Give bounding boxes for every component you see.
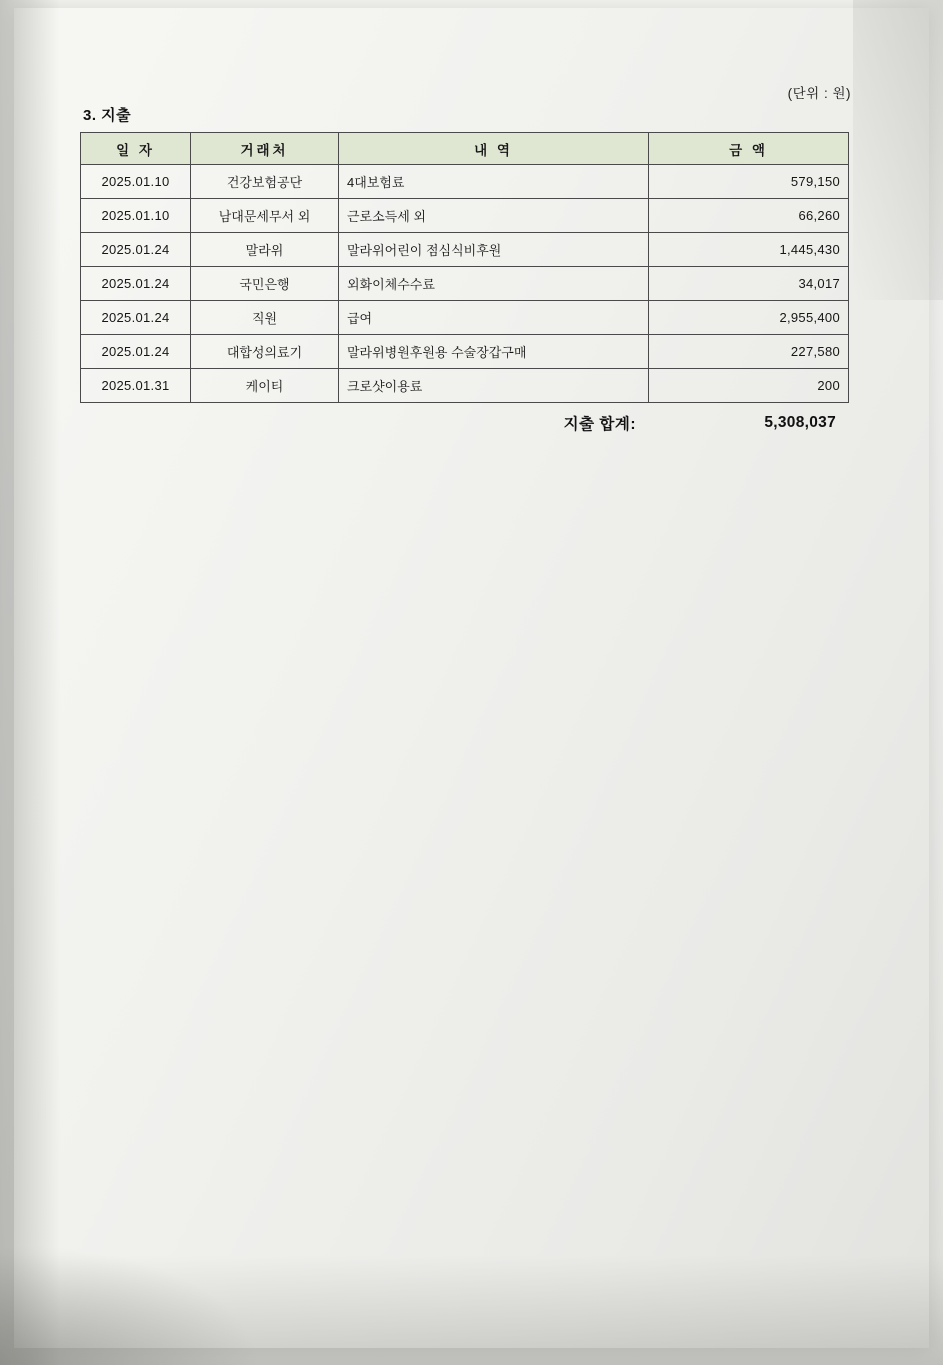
cell-amount: 66,260 (649, 199, 849, 233)
table-header-row (81, 133, 849, 165)
cell-date: 2025.01.24 (81, 301, 191, 335)
table-row (81, 233, 849, 267)
expense-table (80, 132, 849, 403)
column-header-desc: 내 역 (339, 133, 649, 165)
cell-desc: 근로소득세 외 (339, 199, 649, 233)
unit-note: (단위 : 원) (787, 86, 851, 101)
document-content (80, 82, 855, 434)
table-row (81, 267, 849, 301)
cell-desc: 급여 (339, 301, 649, 335)
cell-party: 말라위 (191, 233, 339, 267)
cell-desc: 4대보험료 (339, 165, 649, 199)
cell-amount: 227,580 (649, 335, 849, 369)
cell-amount: 34,017 (649, 267, 849, 301)
cell-amount: 579,150 (649, 165, 849, 199)
column-header-date: 일 자 (81, 133, 191, 165)
table-row (81, 335, 849, 369)
table-row (81, 369, 849, 403)
cell-desc: 말라위어린이 점심식비후원 (339, 233, 649, 267)
column-header-party: 거래처 (191, 133, 339, 165)
cell-date: 2025.01.10 (81, 199, 191, 233)
total-row (80, 412, 848, 434)
table-row (81, 199, 849, 233)
cell-amount: 1,445,430 (649, 233, 849, 267)
column-header-amount: 금 액 (649, 133, 849, 165)
cell-date: 2025.01.24 (81, 335, 191, 369)
cell-amount: 2,955,400 (649, 301, 849, 335)
cell-date: 2025.01.31 (81, 369, 191, 403)
table-row (81, 165, 849, 199)
page-title: 3. 지출 (83, 107, 132, 124)
cell-party: 건강보험공단 (191, 165, 339, 199)
cell-date: 2025.01.24 (81, 267, 191, 301)
cell-party: 대합성의료기 (191, 335, 339, 369)
table-row (81, 301, 849, 335)
cell-desc: 외화이체수수료 (339, 267, 649, 301)
cell-party: 케이티 (191, 369, 339, 403)
cell-desc: 말라위병원후원용 수술장갑구매 (339, 335, 649, 369)
cell-party: 남대문세무서 외 (191, 199, 339, 233)
cell-amount: 200 (649, 369, 849, 403)
total-value: 5,308,037 (764, 414, 836, 431)
cell-desc: 크로샷이용료 (339, 369, 649, 403)
cell-party: 국민은행 (191, 267, 339, 301)
cell-date: 2025.01.24 (81, 233, 191, 267)
total-label: 지출 합계: (563, 416, 636, 433)
cell-party: 직원 (191, 301, 339, 335)
cell-date: 2025.01.10 (81, 165, 191, 199)
